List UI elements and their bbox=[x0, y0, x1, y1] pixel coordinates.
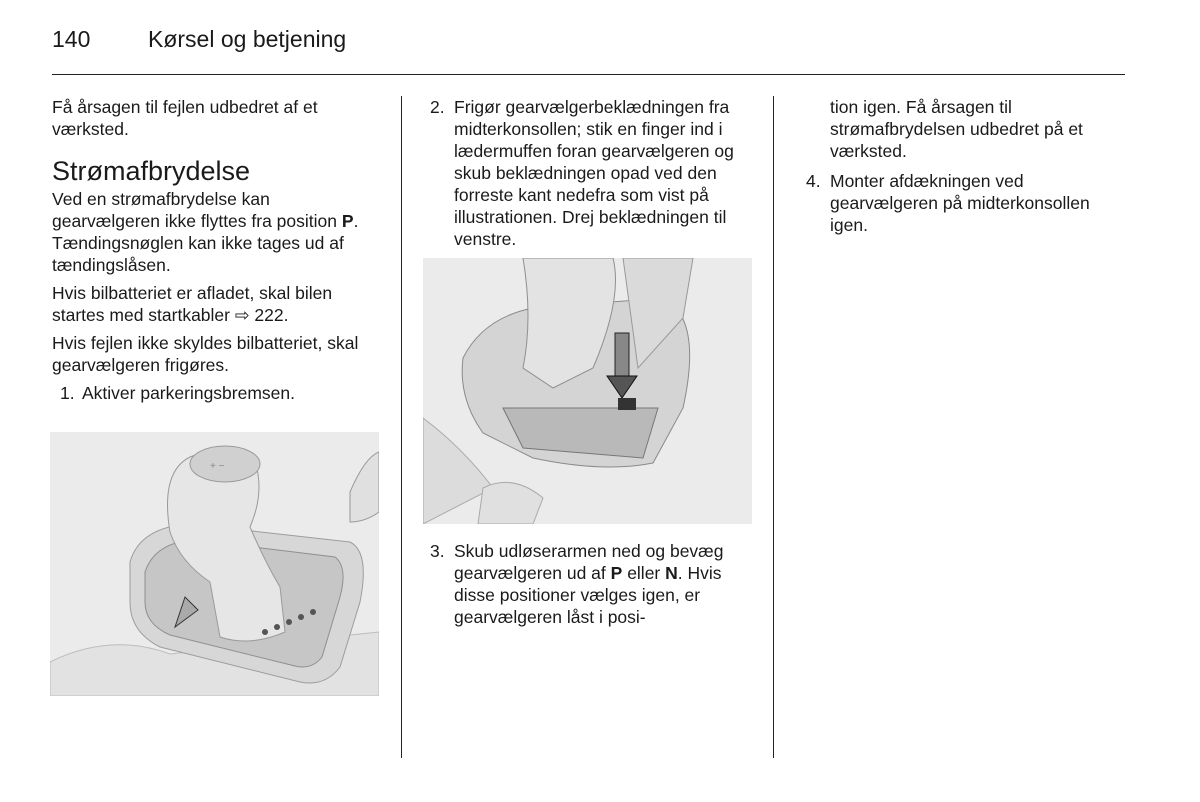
step-3: 3. Skub udløserarmen ned og bevæg gearvælgeren ud af P eller N. Hvis disse positioner vælges igen, er gearvælgeren låst i posi- bbox=[430, 541, 724, 627]
battery-text: Hvis bilbatteriet er afladet, skal bilen startes med startkabler ⇨ 222. bbox=[52, 283, 333, 325]
column-3 bbox=[806, 96, 1126, 242]
arrow-ref-icon: ⇨ bbox=[234, 305, 250, 325]
gear-selector-illustration bbox=[50, 432, 379, 696]
page-title: Kørsel og betjening bbox=[148, 26, 347, 52]
page-number: 140 bbox=[52, 26, 91, 52]
section-heading: Strømafbrydelse bbox=[52, 156, 251, 186]
header-rule bbox=[52, 74, 1125, 75]
intro-text: Få årsagen til fejlen udbedret af et værksted. bbox=[52, 97, 318, 139]
column-divider-1 bbox=[401, 96, 402, 758]
column-divider-2 bbox=[773, 96, 774, 758]
column-1 bbox=[52, 96, 382, 410]
selector-cover-illustration bbox=[423, 258, 752, 524]
column-2-lower bbox=[430, 540, 760, 634]
step-1: 1. Aktiver parkeringsbremsen. bbox=[60, 383, 295, 403]
step-4: 4. Monter afdækningen ved gearvælgeren på midterkonsollen igen. bbox=[806, 171, 1090, 235]
page-reference: 222. bbox=[254, 305, 289, 325]
step-2: 2. Frigør gearvælgerbeklædningen fra midterkonsollen; stik en finger ind i lædermuffen foran gearvælgeren og skub beklædningen opad ved den forreste kant nedefra som vist på illustrationen. Drej beklædningen til venstre. bbox=[430, 97, 734, 249]
power-failure-text: Ved en strømafbrydelse kan gearvælgeren ikke flyttes fra position P. Tændingsnøglen kan ikke tages ud af tændingslåsen. bbox=[52, 189, 359, 275]
svg-text:+ −: + − bbox=[210, 461, 225, 472]
release-text: Hvis fejlen ikke skyldes bilbatteriet, skal gearvælgeren frigøres. bbox=[52, 333, 359, 375]
step-3-continued: tion igen. Få årsagen til strømafbrydelsen udbedret på et værksted. bbox=[830, 97, 1083, 161]
column-2 bbox=[430, 96, 760, 256]
